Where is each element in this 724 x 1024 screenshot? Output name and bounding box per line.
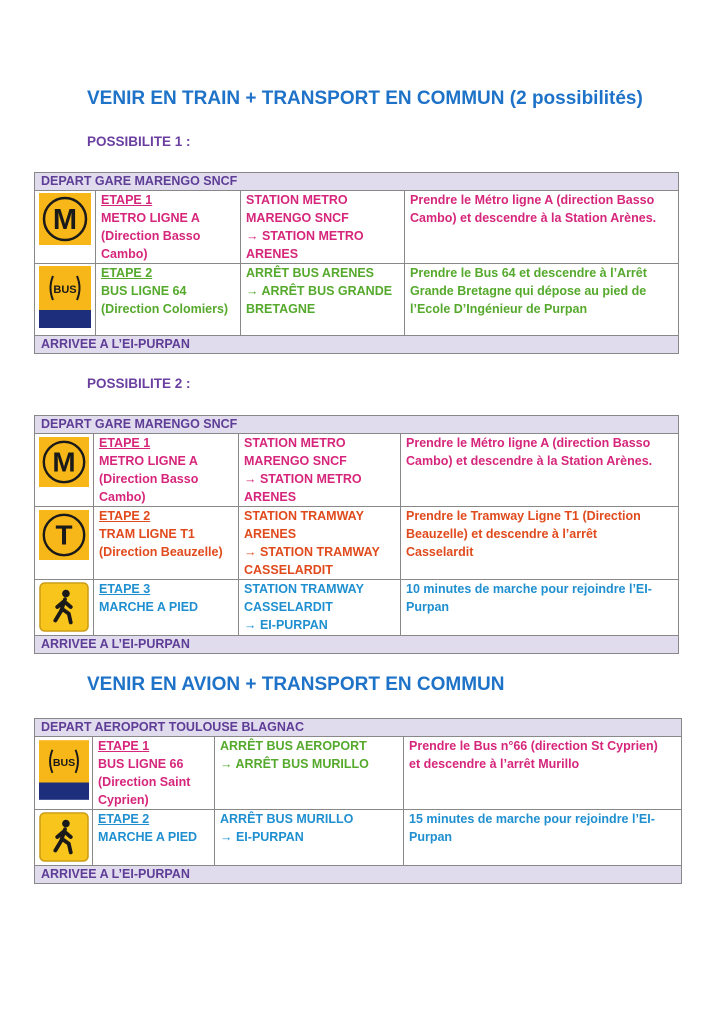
possibilite-2-table bbox=[34, 415, 679, 654]
step-line: BUS LIGNE 64 bbox=[101, 284, 187, 298]
station-from: ARRÊT BUS AEROPORT bbox=[220, 739, 367, 753]
station-to-cont: ARENES bbox=[246, 247, 299, 261]
table-row bbox=[35, 507, 679, 580]
step-stations-cell bbox=[239, 434, 401, 507]
description-line: Cambo) et descendre à la Station Arènes. bbox=[410, 211, 657, 225]
step-line: METRO LIGNE A bbox=[101, 211, 200, 225]
step-line: MARCHE A PIED bbox=[99, 600, 199, 614]
station-to: → STATION METRO bbox=[244, 472, 362, 486]
step-direction-cont: Cyprien) bbox=[98, 793, 149, 807]
step-line: MARCHE A PIED bbox=[98, 830, 198, 844]
station-to: → STATION METRO bbox=[246, 229, 364, 243]
step-direction: (Direction Colomiers) bbox=[101, 302, 229, 316]
step-direction: (Direction Basso bbox=[99, 472, 199, 486]
tram-icon-letter: T bbox=[55, 519, 73, 551]
description-line: Purpan bbox=[406, 600, 450, 614]
walk-icon bbox=[39, 582, 89, 632]
step-label-cell bbox=[94, 507, 239, 580]
table-row bbox=[35, 264, 679, 336]
metro-icon bbox=[39, 193, 91, 245]
description-line: Casselardit bbox=[406, 545, 474, 559]
step-number: ETAPE 1 bbox=[101, 193, 153, 207]
depart-row: DEPART GARE MARENGO SNCF bbox=[35, 173, 679, 191]
bus-icon bbox=[39, 739, 89, 801]
step-label-cell bbox=[96, 191, 241, 264]
description-line: Prendre le Bus 64 et descendre à l’Arrêt bbox=[410, 266, 647, 280]
metro-icon bbox=[39, 436, 89, 488]
description-line: Purpan bbox=[409, 830, 453, 844]
station-from-cont: MARENGO SNCF bbox=[244, 454, 347, 468]
arrivee-row: ARRIVEE A L’EI-PURPAN bbox=[35, 866, 682, 884]
arrivee-row: ARRIVEE A L’EI-PURPAN bbox=[35, 636, 679, 654]
depart-row: DEPART AEROPORT TOULOUSE BLAGNAC bbox=[35, 719, 682, 737]
station-to: → ARRÊT BUS MURILLO bbox=[220, 757, 369, 771]
description-line: 10 minutes de marche pour rejoindre l’EI- bbox=[406, 582, 652, 596]
station-from: STATION METRO bbox=[246, 193, 348, 207]
step-number: ETAPE 2 bbox=[99, 509, 151, 523]
description-line: Prendre le Métro ligne A (direction Basso bbox=[410, 193, 655, 207]
station-to: → STATION TRAMWAY bbox=[244, 545, 380, 559]
step-number: ETAPE 2 bbox=[98, 812, 150, 826]
step-stations-cell bbox=[239, 507, 401, 580]
step-line: TRAM LIGNE T1 bbox=[99, 527, 195, 541]
step-icon-cell bbox=[35, 434, 94, 507]
step-direction-cont: Cambo) bbox=[99, 490, 146, 504]
avion-section-title: VENIR EN AVION + TRANSPORT EN COMMUN bbox=[87, 674, 505, 695]
step-stations-cell bbox=[241, 264, 405, 336]
station-from: STATION METRO bbox=[244, 436, 346, 450]
step-icon-cell bbox=[35, 264, 96, 336]
step-stations-cell bbox=[239, 580, 401, 636]
station-from: ARRÊT BUS MURILLO bbox=[220, 812, 354, 826]
arrivee-row: ARRIVEE A L’EI-PURPAN bbox=[35, 336, 679, 354]
station-to-cont: BRETAGNE bbox=[246, 302, 316, 316]
station-from: ARRÊT BUS ARENES bbox=[246, 266, 375, 280]
station-from-cont: MARENGO SNCF bbox=[246, 211, 349, 225]
step-direction: (Direction Basso bbox=[101, 229, 201, 243]
table-row bbox=[35, 434, 679, 507]
step-icon-cell bbox=[35, 507, 94, 580]
step-description-cell bbox=[404, 810, 682, 866]
station-from: STATION TRAMWAY bbox=[244, 509, 364, 523]
step-icon-cell bbox=[35, 580, 94, 636]
step-stations-cell bbox=[215, 810, 404, 866]
possibilite-1-label: POSSIBILITE 1 : bbox=[87, 134, 191, 149]
station-from-cont: CASSELARDIT bbox=[244, 600, 333, 614]
step-description-cell bbox=[404, 737, 682, 810]
station-to-cont: CASSELARDIT bbox=[244, 563, 333, 577]
description-line: et descendre à l’arrêt Murillo bbox=[409, 757, 580, 771]
description-line: l’Ecole D’Ingénieur de Purpan bbox=[410, 302, 588, 316]
possibilite-2-label: POSSIBILITE 2 : bbox=[87, 376, 191, 391]
step-description-cell bbox=[405, 264, 679, 336]
walk-icon bbox=[39, 812, 89, 862]
step-icon-cell bbox=[35, 191, 96, 264]
step-label-cell bbox=[93, 737, 215, 810]
depart-row: DEPART GARE MARENGO SNCF bbox=[35, 416, 679, 434]
step-direction: (Direction Saint bbox=[98, 775, 191, 789]
table-row bbox=[35, 191, 679, 264]
step-label-cell bbox=[93, 810, 215, 866]
station-to: → ARRÊT BUS GRANDE bbox=[246, 284, 393, 298]
step-description-cell bbox=[401, 580, 679, 636]
possibilite-1-table bbox=[34, 172, 679, 354]
train-section-title: VENIR EN TRAIN + TRANSPORT EN COMMUN (2 possibilités) bbox=[87, 88, 643, 109]
step-label-cell bbox=[96, 264, 241, 336]
bus-icon-label: BUS bbox=[52, 757, 75, 770]
description-line: Prendre le Bus n°66 (direction St Cyprien) bbox=[409, 739, 658, 753]
description-line: Prendre le Métro ligne A (direction Basso bbox=[406, 436, 651, 450]
table-row bbox=[35, 737, 682, 810]
step-line: BUS LIGNE 66 bbox=[98, 757, 184, 771]
bus-icon bbox=[39, 266, 91, 328]
description-line: Beauzelle) et descendre à l’arrêt bbox=[406, 527, 598, 541]
step-stations-cell bbox=[241, 191, 405, 264]
step-number: ETAPE 3 bbox=[99, 582, 151, 596]
tram-icon bbox=[39, 509, 89, 561]
description-line: Prendre le Tramway Ligne T1 (Direction bbox=[406, 509, 641, 523]
bus-icon-label: BUS bbox=[53, 284, 77, 296]
step-direction-cont: Cambo) bbox=[101, 247, 148, 261]
table-row bbox=[35, 580, 679, 636]
description-line: Grande Bretagne qui dépose au pied de bbox=[410, 284, 647, 298]
table-row bbox=[35, 810, 682, 866]
step-description-cell bbox=[401, 434, 679, 507]
step-stations-cell bbox=[215, 737, 404, 810]
step-description-cell bbox=[401, 507, 679, 580]
step-number: ETAPE 1 bbox=[99, 436, 151, 450]
step-number: ETAPE 2 bbox=[101, 266, 153, 280]
station-from: STATION TRAMWAY bbox=[244, 582, 364, 596]
station-to-cont: ARENES bbox=[244, 490, 297, 504]
metro-icon-letter: M bbox=[52, 204, 78, 236]
step-label-cell bbox=[94, 580, 239, 636]
description-line: 15 minutes de marche pour rejoindre l’EI- bbox=[409, 812, 655, 826]
station-to: → EI-PURPAN bbox=[244, 618, 328, 632]
step-description-cell bbox=[405, 191, 679, 264]
step-icon-cell bbox=[35, 810, 93, 866]
station-to: → EI-PURPAN bbox=[220, 830, 304, 844]
step-number: ETAPE 1 bbox=[98, 739, 150, 753]
metro-icon-letter: M bbox=[52, 446, 76, 478]
avion-table bbox=[34, 718, 682, 884]
step-label-cell bbox=[94, 434, 239, 507]
description-line: Cambo) et descendre à la Station Arènes. bbox=[406, 454, 653, 468]
step-direction: (Direction Beauzelle) bbox=[99, 545, 223, 559]
step-icon-cell bbox=[35, 737, 93, 810]
step-line: METRO LIGNE A bbox=[99, 454, 198, 468]
station-from-cont: ARENES bbox=[244, 527, 297, 541]
